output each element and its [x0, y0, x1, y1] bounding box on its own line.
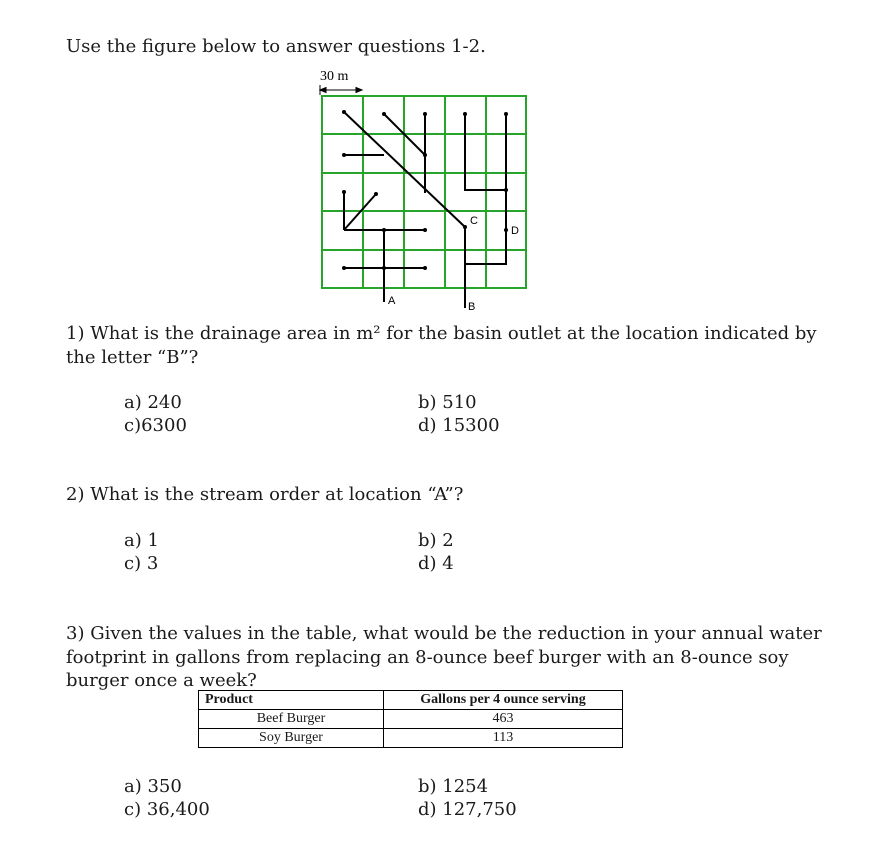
q1-option-d: d) 15300	[418, 415, 500, 436]
q1-text-line1: 1) What is the drainage area in m² for the basin outlet at the location indicated by	[66, 323, 817, 344]
table-cell-product: Beef Burger	[199, 710, 384, 729]
table-header-gallons: Gallons per 4 ounce serving	[384, 691, 623, 710]
scale-label: 30 m	[320, 69, 349, 84]
label-B: B	[468, 301, 476, 313]
scale-arrow	[320, 85, 362, 95]
q2-option-b: b) 2	[418, 530, 454, 551]
table-header-row	[199, 691, 623, 710]
table-cell-product: Soy Burger	[199, 729, 384, 748]
q3-option-b: b) 1254	[418, 776, 489, 797]
table-row	[199, 729, 623, 748]
label-D: D	[511, 225, 519, 237]
q3-text-line1: 3) Given the values in the table, what would be the reduction in your annual water	[66, 623, 822, 644]
stream-network-figure	[300, 64, 540, 314]
q2-option-c: c) 3	[124, 553, 159, 574]
q2-option-a: a) 1	[124, 530, 159, 551]
q1-text-line2: the letter “B”?	[66, 347, 199, 368]
q3-option-a: a) 350	[124, 776, 182, 797]
table-header-product: Product	[199, 691, 384, 710]
intro-text: Use the figure below to answer questions 1-2.	[66, 36, 486, 57]
q3-text-line2: footprint in gallons from replacing an 8-ounce beef burger with an 8-ounce soy	[66, 647, 789, 668]
label-C: C	[470, 215, 478, 227]
water-footprint-table	[198, 690, 623, 748]
table-row	[199, 710, 623, 729]
table-cell-gallons: 463	[384, 710, 623, 729]
q1-option-b: b) 510	[418, 392, 477, 413]
q1-option-c: c)6300	[124, 415, 187, 436]
q2-text: 2) What is the stream order at location “A”?	[66, 484, 464, 505]
q3-text-line3: burger once a week?	[66, 670, 257, 691]
label-A: A	[388, 295, 396, 307]
q3-option-c: c) 36,400	[124, 799, 210, 820]
q1-option-a: a) 240	[124, 392, 182, 413]
q3-option-d: d) 127,750	[418, 799, 517, 820]
q2-option-d: d) 4	[418, 553, 454, 574]
table-cell-gallons: 113	[384, 729, 623, 748]
